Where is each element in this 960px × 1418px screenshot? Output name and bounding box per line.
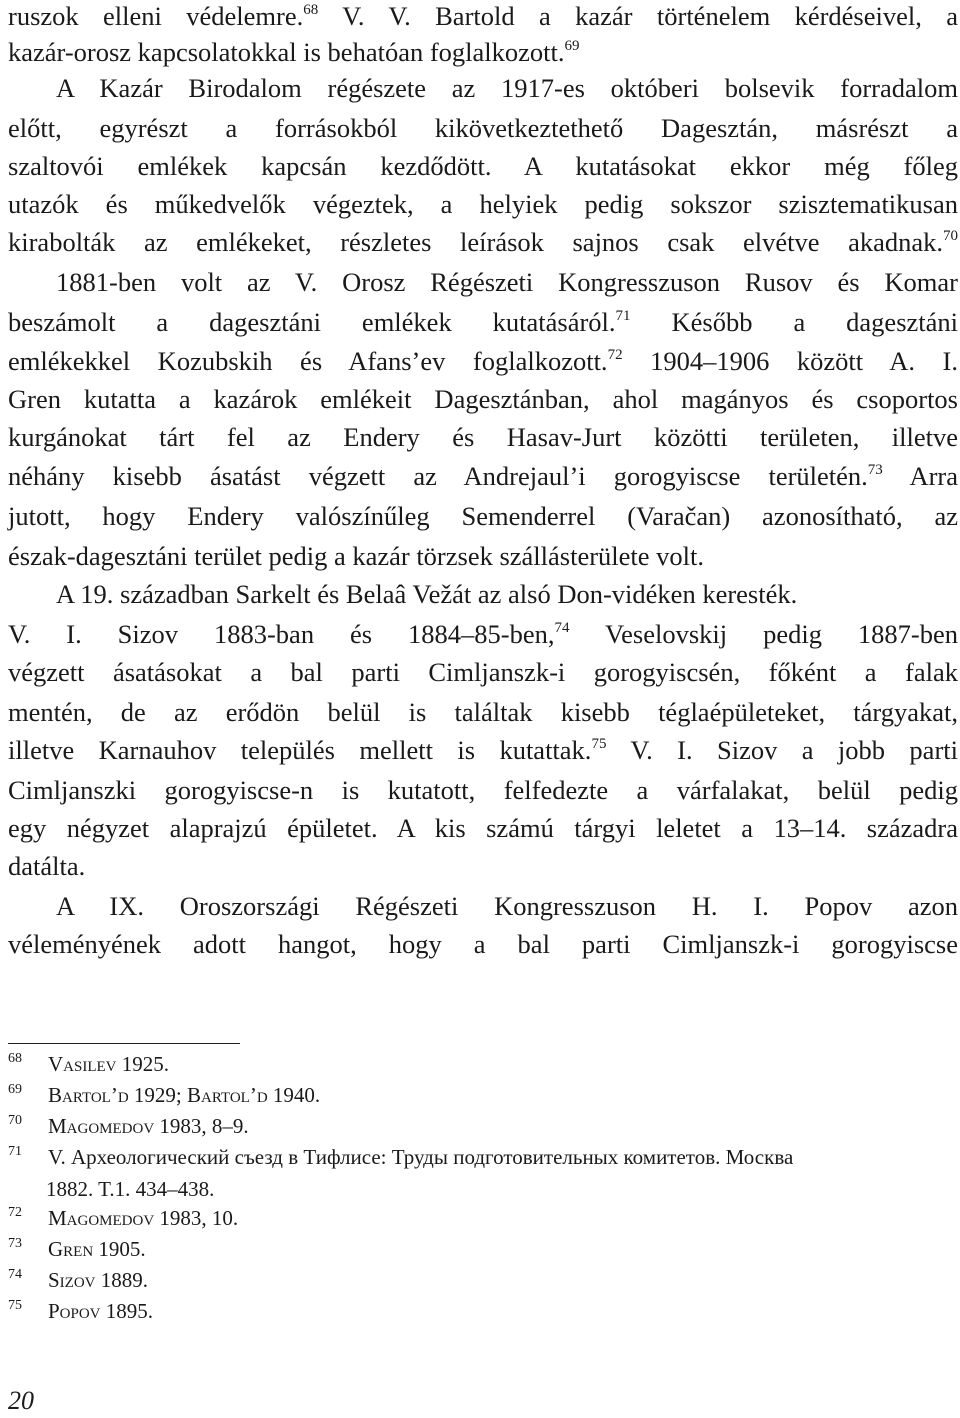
footnote-text: Vasilev 1925.	[48, 1052, 169, 1076]
line-text: kurgánokat tárt fel az Endery és Hasav-Jurt közötti területen, illetve	[8, 422, 958, 452]
footnote	[8, 1235, 958, 1263]
line-text: Cimljanszki gorogyiscse-n is kutatott, felfedezte a várfalakat, belül pedig	[8, 775, 958, 805]
line-text: ruszok elleni védelemre.	[8, 1, 304, 31]
line-text-continued: V. V. Bartold a kazár történelem kérdéseivel, a	[318, 1, 959, 31]
body-line	[8, 0, 958, 36]
body-line	[8, 652, 958, 692]
footnote-text: Magomedov 1983, 10.	[48, 1206, 239, 1230]
body-line	[8, 32, 958, 72]
body-line	[8, 730, 958, 770]
footnote-reference[interactable]: 75	[591, 736, 607, 752]
body-line	[8, 108, 958, 148]
line-text: datálta.	[8, 851, 86, 881]
line-text-continued: V. I. Sizov a jobb parti	[606, 735, 958, 765]
line-text: emlékekkel Kozubskih és Afans’ev foglalkozott.	[8, 346, 608, 376]
line-text: jutott, hogy Endery valószínűleg Semenderrel (Varačan) azonosítható, az	[8, 501, 958, 531]
footnote-reference[interactable]: 74	[554, 620, 570, 636]
body-line	[8, 379, 958, 419]
body-line	[8, 456, 958, 496]
line-text: A 19. században Sarkelt és Belaâ Vežát az alsó Don-vidéken keresték.	[56, 579, 798, 609]
body-line	[8, 770, 958, 810]
footnote-number: 74	[8, 1267, 22, 1282]
footnote-reference[interactable]: 70	[943, 228, 958, 244]
line-text: Gren kutatta a kazárok emlékeit Dagesztánban, ahol magányos és csoportos	[8, 384, 958, 414]
body-line	[8, 846, 958, 886]
line-text: kirabolták az emlékeket, részletes leírások sajnos csak elvétve akadnak.	[8, 227, 943, 257]
footnote	[8, 1204, 958, 1232]
body-line	[56, 262, 958, 302]
line-text-continued: Veselovskij pedig 1887-ben	[569, 619, 958, 649]
line-text: utazók és műkedvelők végeztek, a helyiek pedig sokszor szisztematikusan	[8, 189, 958, 219]
line-text: néhány kisebb ásatást végzett az Andrejaul’i gorogyiscse területén.	[8, 461, 868, 491]
line-text: szaltovói emlékek kapcsán kezdődött. A kutatásokat ekkor még főleg	[8, 151, 958, 181]
footnote-reference[interactable]: 68	[303, 2, 319, 18]
footnote-number: 68	[8, 1051, 22, 1066]
body-line	[8, 417, 958, 457]
line-text: végzett ásatásokat a bal parti Cimljanszk-i gorogyiscsén, főként a falak	[8, 657, 958, 687]
footnote	[8, 1175, 958, 1203]
footnote-separator	[8, 1043, 240, 1044]
footnote-reference[interactable]: 69	[564, 38, 580, 54]
footnote-text: 1882. T.1. 434–438.	[46, 1177, 215, 1201]
footnote-reference[interactable]: 72	[607, 347, 623, 363]
footnote-number: 75	[8, 1298, 22, 1313]
line-text: kazár-orosz kapcsolatokkal is behatóan foglalkozott.	[8, 37, 565, 67]
footnote-text: Gren 1905.	[48, 1237, 146, 1261]
body-line	[8, 184, 958, 224]
line-text: egy négyzet alaprajzú épületet. A kis számú tárgyi leletet a 13–14. századra	[8, 813, 958, 843]
footnote	[8, 1081, 958, 1109]
line-text: véleményének adott hangot, hogy a bal parti Cimljanszk-i gorogyiscse	[8, 929, 958, 959]
line-text-continued: 1904–1906 között A. I.	[622, 346, 958, 376]
footnote-text: Magomedov 1983, 8–9.	[48, 1114, 249, 1138]
footnote-text: V. Археологический съезд в Тифлисе: Труды подготовительных комитетов. Москва	[48, 1145, 794, 1169]
line-text: A Kazár Birodalom régészete az 1917-es októberi bolsevik forradalom	[56, 73, 958, 103]
body-line	[8, 222, 958, 262]
body-line	[56, 68, 958, 108]
line-text: beszámolt a dagesztáni emlékek kutatásáról.	[8, 307, 616, 337]
footnote	[8, 1112, 958, 1140]
footnote-text: Popov 1895.	[48, 1299, 154, 1323]
line-text: V. I. Sizov 1883-ban és 1884–85-ben,	[8, 619, 555, 649]
footnote	[8, 1143, 958, 1171]
page-number: 20	[8, 1386, 34, 1415]
footnote-reference[interactable]: 71	[615, 308, 631, 324]
footnote-number: 71	[8, 1144, 22, 1159]
footnote	[8, 1266, 958, 1294]
footnote-reference[interactable]: 73	[867, 462, 883, 478]
footnote-number: 72	[8, 1205, 22, 1220]
footnote-number: 69	[8, 1082, 22, 1097]
line-text-continued: Arra	[882, 461, 958, 491]
footnote-text: Bartol’d 1929; Bartol’d 1940.	[48, 1083, 321, 1107]
line-text: illetve Karnauhov település mellett is kutattak.	[8, 735, 592, 765]
body-line	[8, 302, 958, 342]
line-text: 1881-ben volt az V. Orosz Régészeti Kongresszuson Rusov és Komar	[56, 267, 958, 297]
line-text-continued: Később a dagesztáni	[630, 307, 958, 337]
footnote-number: 73	[8, 1236, 22, 1251]
body-line	[8, 692, 958, 732]
body-line	[8, 924, 958, 964]
footnote	[8, 1050, 958, 1078]
line-text: mentén, de az erődön belül is találtak kisebb téglaépületeket, tárgyakat,	[8, 697, 958, 727]
footnote-number: 70	[8, 1113, 22, 1128]
body-line	[8, 341, 958, 381]
line-text: előtt, egyrészt a forrásokból kikövetkeztethető Dagesztán, másrészt a	[8, 113, 958, 143]
footnote-text: Sizov 1889.	[48, 1268, 149, 1292]
body-line	[8, 496, 958, 536]
line-text: A IX. Oroszországi Régészeti Kongresszuson H. I. Popov azon	[56, 891, 958, 921]
body-line	[8, 808, 958, 848]
footnote	[8, 1297, 958, 1325]
body-line	[8, 614, 958, 654]
body-line	[56, 574, 958, 614]
line-text: észak-dagesztáni terület pedig a kazár törzsek szállásterülete volt.	[8, 541, 705, 571]
body-line	[8, 146, 958, 186]
body-line	[56, 886, 958, 926]
body-line	[8, 536, 958, 576]
